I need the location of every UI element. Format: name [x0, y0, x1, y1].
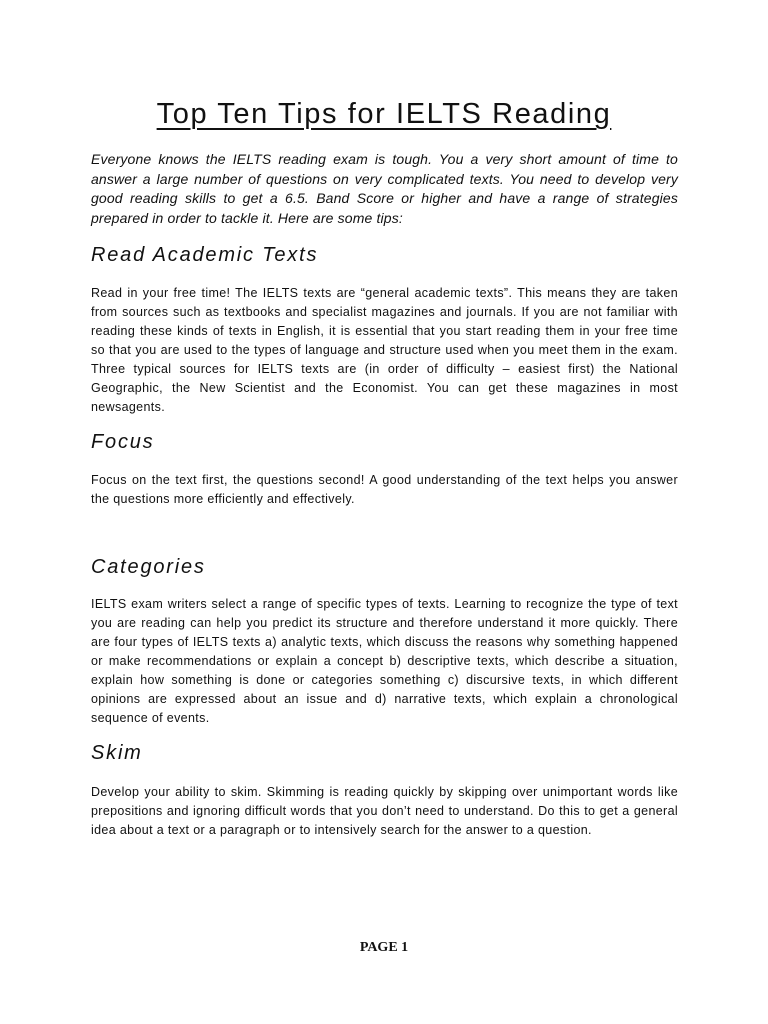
- section-heading-skim: Skim: [91, 742, 143, 764]
- section-heading-read-academic-texts: Read Academic Texts: [91, 244, 319, 266]
- section-heading-categories: Categories: [91, 556, 206, 578]
- section-body-categories: IELTS exam writers select a range of specific types of texts. Learning to recognize the type of text you are reading can help you predict its structure and therefore understand it more quickly. There are four types of IELTS texts a) analytic texts, which discuss the reasons why something happened or make recommendations or explain a concept b) descriptive texts, which describe a situation, explain how something is done or categories something c) discursive texts, in which different opinions are expressed about an issue and d) narrative texts, which explain a chronological sequence of events.: [91, 597, 678, 725]
- section-body-skim: Develop your ability to skim. Skimming is reading quickly by skipping over unimportant words like prepositions and ignoring difficult words that you don’t need to understand. Do this to get a general idea about a text or a paragraph or to intensively search for the answer to a question.: [91, 785, 678, 837]
- page-number: PAGE 1: [359, 940, 409, 955]
- intro-paragraph: Everyone knows the IELTS reading exam is tough. You a very short amount of time to answer a large number of questions on very complicated texts. You need to develop very good reading skills to get a 6.5. Band Score or higher and have a range of strategies prepared in order to tackle it. Here are some tips:: [91, 151, 678, 226]
- section-body-focus: Focus on the text first, the questions second! A good understanding of the text helps you answer the questions more efficiently and effectively.: [91, 473, 678, 506]
- section-heading-focus: Focus: [91, 431, 155, 453]
- section-body-read-academic-texts: Read in your free time! The IELTS texts are “general academic texts”. This means they are taken from sources such as textbooks and specialist magazines and journals. If you are not familiar with reading these kinds of texts in English, it is essential that you start reading them in your free time so that you are used to the types of language and structure used when you meet them in the exam. Three typical sources for IELTS texts are (in order of difficulty – easiest first) the National Geographic, the New Scientist and the Economist. You can get these magazines in most newsagents.: [91, 286, 678, 414]
- page-title: Top Ten Tips for IELTS Reading: [156, 98, 612, 130]
